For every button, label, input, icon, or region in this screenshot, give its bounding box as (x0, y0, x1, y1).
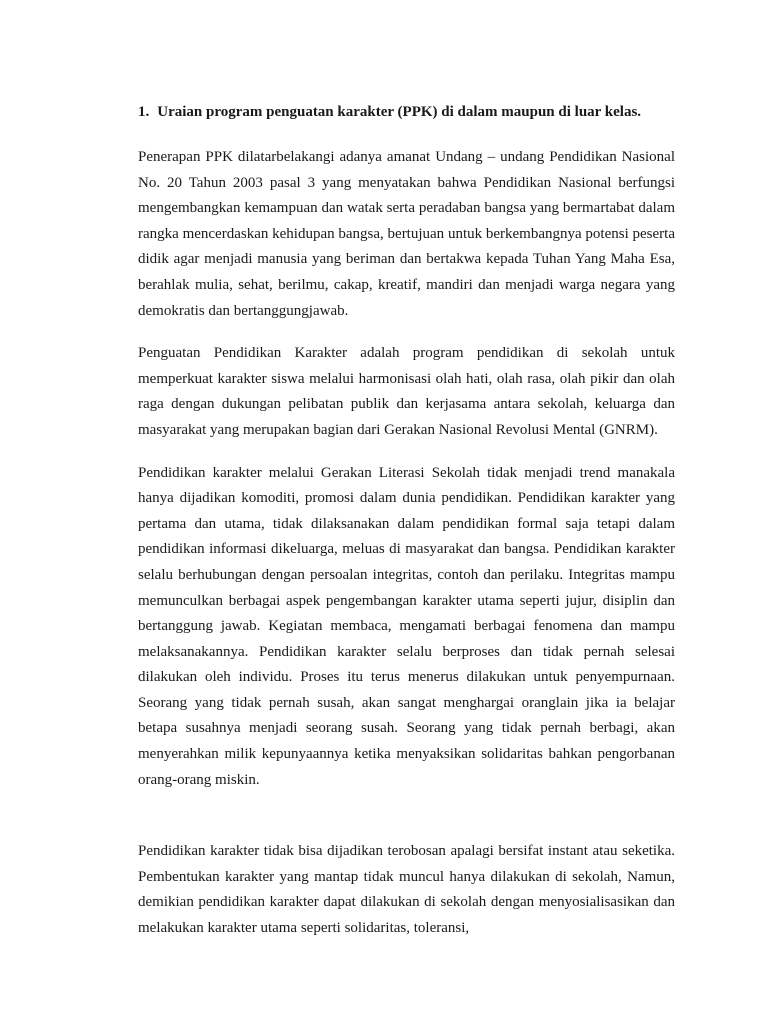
document-body (138, 100, 675, 959)
section-number: 1. (138, 104, 150, 120)
paragraph-2: Penguatan Pendidikan Karakter adalah program pendidikan di sekolah untuk memperkuat karakter siswa melalui harmonisasi olah hati, olah rasa, olah pikir dan olah raga dengan dukungan pelibatan publik dan kerjasama antara sekolah, keluarga dan masyarakat yang merupakan bagian dari Gerakan Nasional Revolusi Mental (GNRM). (138, 345, 675, 438)
section-heading (138, 100, 675, 125)
paragraph-1: Penerapan PPK dilatarbelakangi adanya amanat Undang – undang Pendidikan Nasional No. 20 Tahun 2003 pasal 3 yang menyatakan bahwa Pendidikan Nasional berfungsi mengembangkan kemampuan dan watak serta peradaban bangsa yang bermartabat dalam rangka mencerdaskan kehidupan bangsa, bertujuan untuk berkembangnya potensi peserta didik agar menjadi manusia yang beriman dan bertakwa kepada Tuhan Yang Maha Esa, berahlak mulia, sehat, berilmu, cakap, kreatif, mandiri dan menjadi warga negara yang demokratis dan bertanggungjawab. (138, 149, 675, 319)
section-heading-text: Uraian program penguatan karakter (PPK) di dalam maupun di luar kelas. (157, 104, 642, 120)
paragraph-4: Pendidikan karakter tidak bisa dijadikan terobosan apalagi bersifat instant atau seketika. Pembentukan karakter yang mantap tidak muncul hanya dilakukan di sekolah, Namun, demikian pendidikan karakter dapat dilakukan di sekolah dengan menyosialisasikan dan melakukan karakter utama seperti solidaritas, toleransi, (138, 843, 675, 937)
paragraph-3: Pendidikan karakter melalui Gerakan Literasi Sekolah tidak menjadi trend manakala hanya dijadikan komoditi, promosi dalam dunia pendidikan. Pendidikan karakter yang pertama dan utama, tidak dilaksanakan dalam pendidikan formal saja tetapi dalam pendidikan informasi dikeluarga, meluas di masyarakat dan bangsa. Pendidikan karakter selalu berhubungan dengan persoalan integritas, contoh dan perilaku. Integritas mampu memunculkan berbagai aspek pengembangan karakter utama seperti jujur, disiplin dan bertanggung jawab. Kegiatan membaca, mengamati berbagai fenomena dan mampu melaksanakannya. Pendidikan karakter selalu berproses dan tidak pernah selesai dilakukan oleh individu. Proses itu terus menerus dilakukan untuk penyempurnaan. Seorang yang tidak pernah susah, akan sangat menghargai oranglain jika ia belajar betapa susahnya menjadi seorang susah. Seorang yang tidak pernah berbagi, akan menyerahkan milik kepunyaannya ketika menyaksikan solidaritas bahkan pengorbanan orang-orang miskin. (138, 464, 675, 788)
